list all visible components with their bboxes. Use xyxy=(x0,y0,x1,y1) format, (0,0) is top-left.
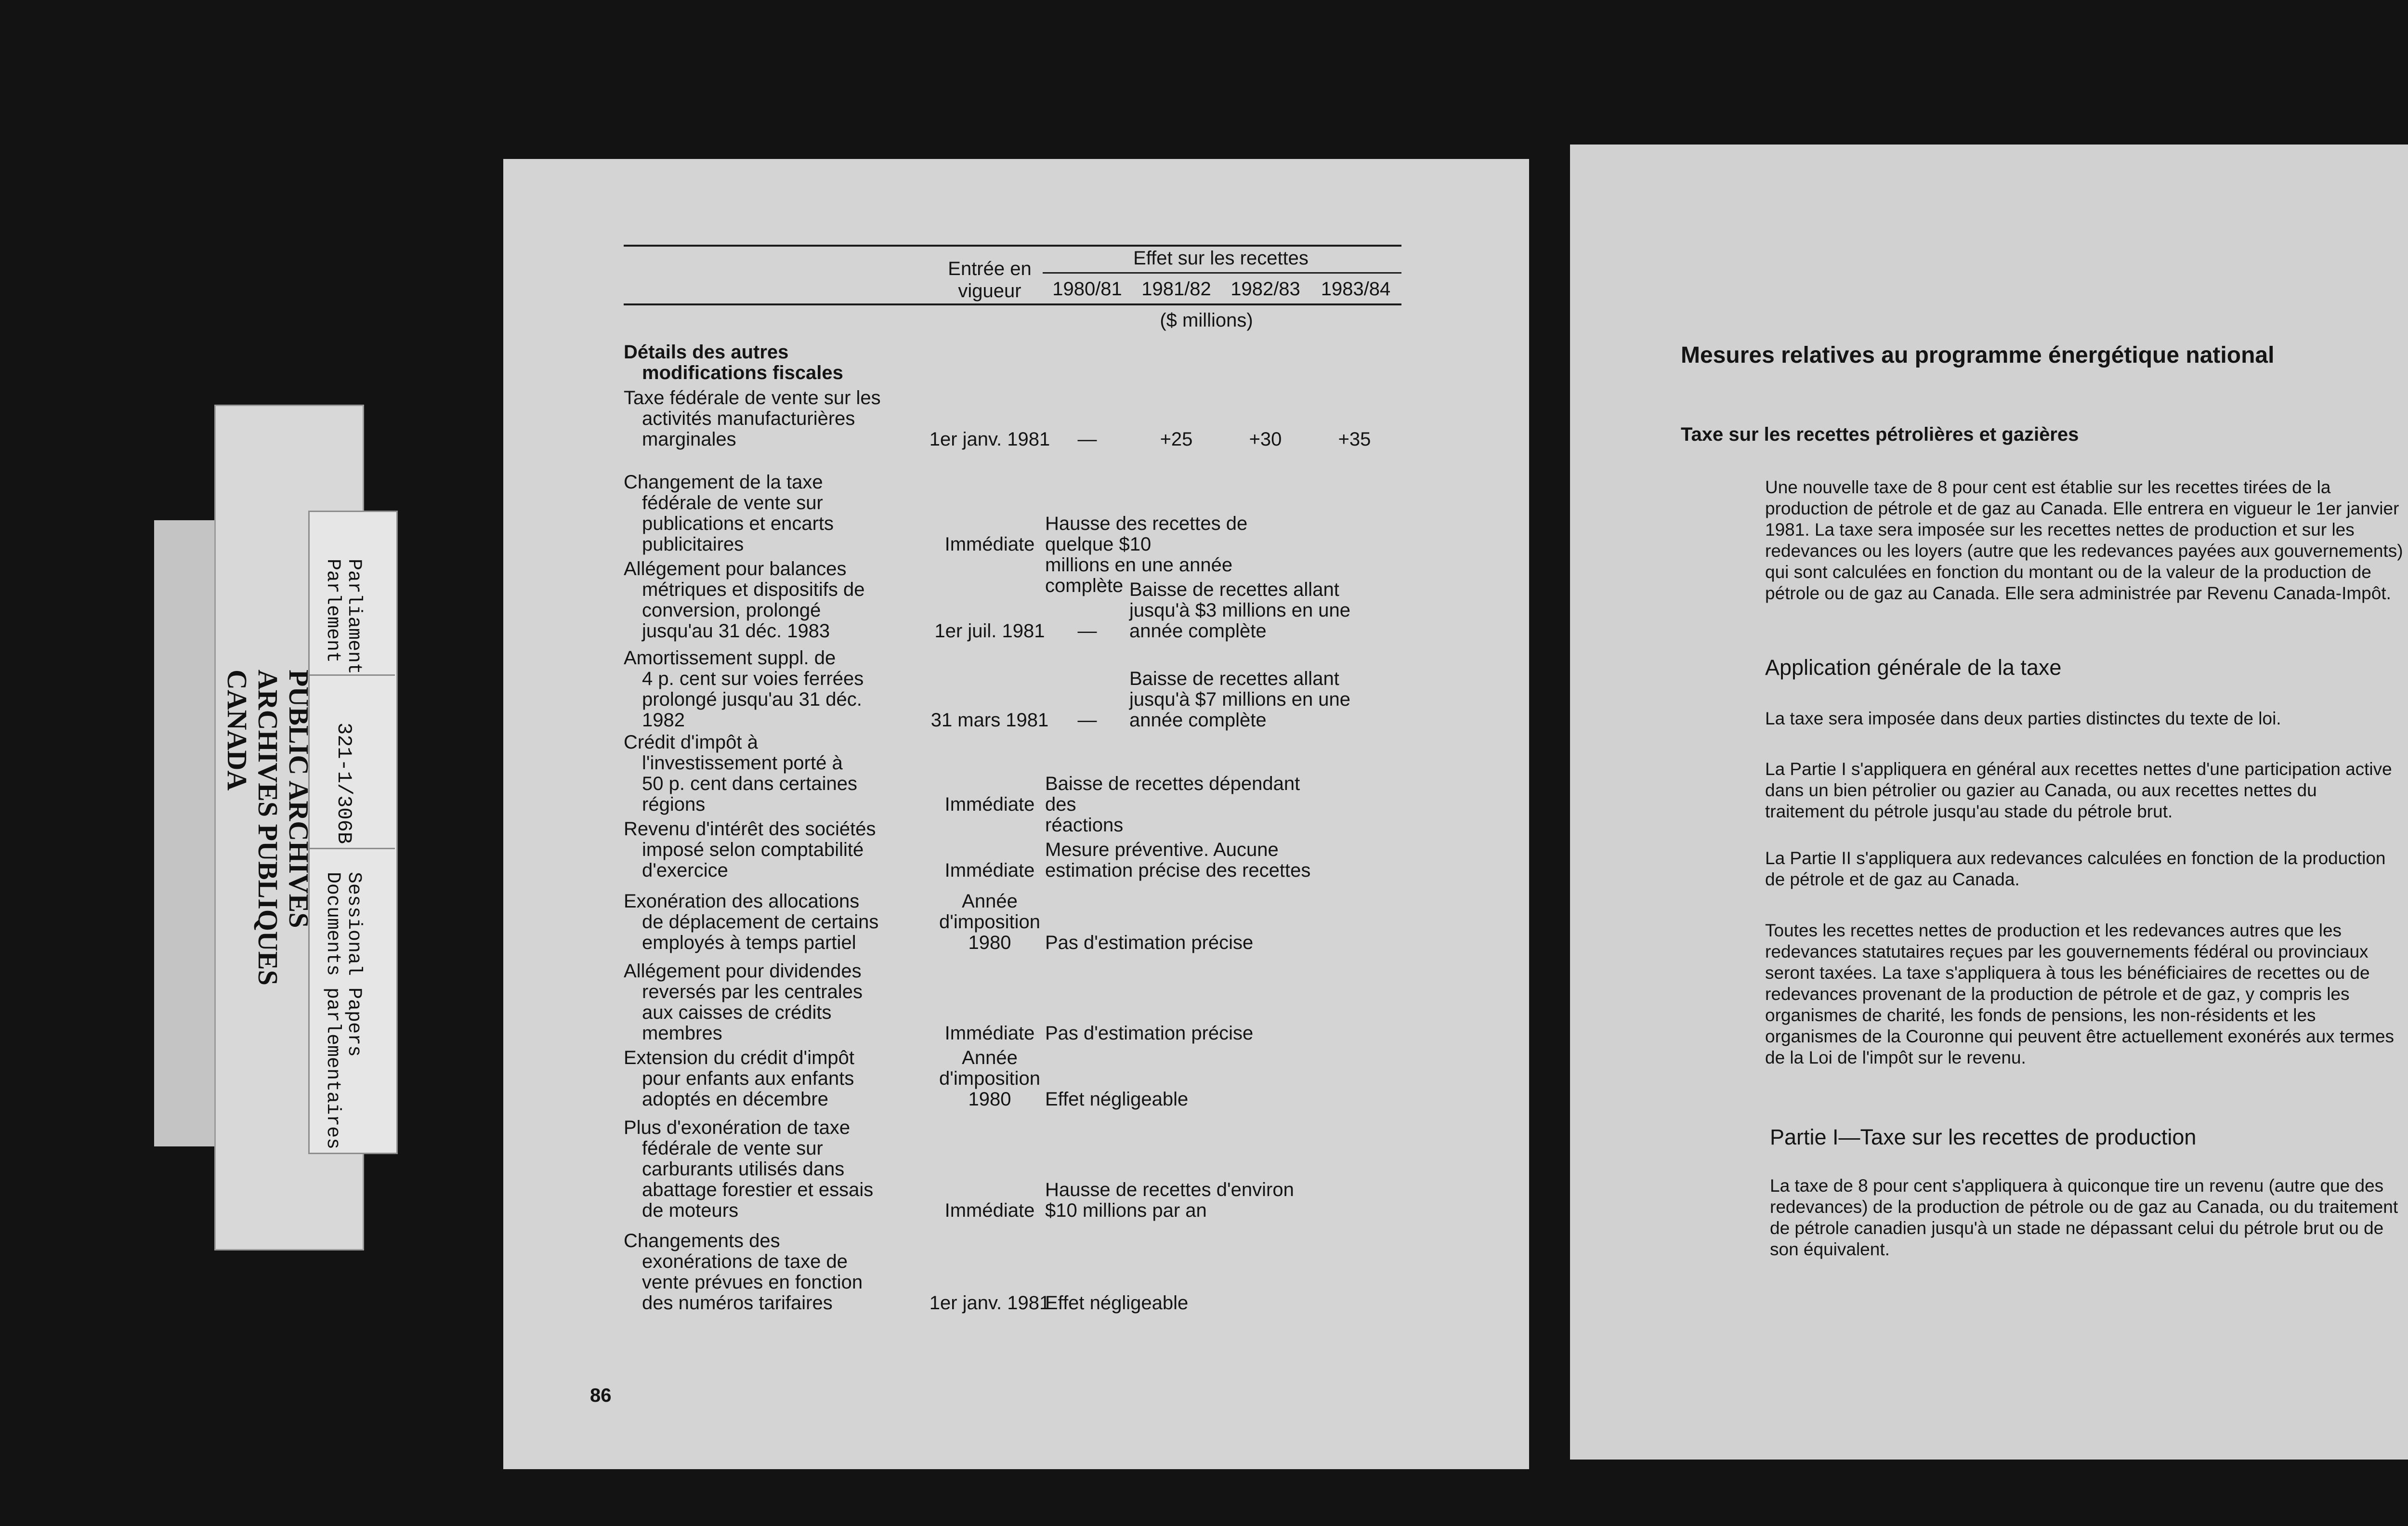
date-line: Immédiate xyxy=(944,1023,1035,1044)
row-label-line: Changement de la taxe xyxy=(624,472,823,493)
paragraph-line: La taxe sera imposée dans deux parties distinctes du texte de loi. xyxy=(1765,709,2281,728)
effect-value: +35 xyxy=(1338,429,1371,450)
paragraph-line: traitement du pétrole jusqu'au stade du pétrole brut. xyxy=(1765,802,2173,821)
effect-description xyxy=(1045,1180,1315,1221)
paragraph-line: redevances) de la production de pétrole ou de gaz au Canada, ou du traitement xyxy=(1770,1197,2398,1217)
row-label-line: membres xyxy=(642,1023,722,1044)
unit-label: ($ millions) xyxy=(1160,310,1253,331)
in-force-date xyxy=(917,429,1062,450)
row-label-line: employés à temps partiel xyxy=(642,932,856,953)
intro-paragraph xyxy=(1765,477,2408,604)
row-label-line: Allégement pour dividendes xyxy=(624,960,862,982)
series-line: Documents parlementaires xyxy=(322,872,343,1150)
effect-value: +25 xyxy=(1160,429,1193,450)
row-label-line: d'exercice xyxy=(642,860,728,881)
series-label xyxy=(322,872,364,1149)
effect-line: Mesure préventive. Aucune xyxy=(1045,839,1279,860)
effect-line: Pas d'estimation précise xyxy=(1045,1023,1254,1044)
header-line: vigueur xyxy=(958,280,1021,302)
date-line: 1er janv. 1981 xyxy=(929,1292,1050,1314)
date-line: 1980 xyxy=(968,1089,1011,1110)
row-label xyxy=(624,732,893,815)
paragraph xyxy=(1770,1175,2408,1260)
row-label xyxy=(624,559,893,642)
date-line: Immédiate xyxy=(944,534,1035,555)
row-label-line: 4 p. cent sur voies ferrées xyxy=(642,668,864,689)
page-title: Mesures relatives au programme énergétique national xyxy=(1681,342,2275,368)
row-label xyxy=(624,388,893,450)
in-force-date xyxy=(917,860,1062,881)
paragraph-line: de la Loi de l'impôt sur le revenu. xyxy=(1765,1048,2026,1067)
date-line: d'imposition xyxy=(939,911,1040,933)
col-in-force-header xyxy=(917,258,1062,302)
effect-line: Baisse de recettes allant xyxy=(1129,579,1339,600)
heading-general-application: Application générale de la taxe xyxy=(1765,655,2062,680)
row-label xyxy=(624,1048,893,1110)
date-line: d'imposition xyxy=(939,1068,1040,1089)
effect-line: estimation précise des recettes xyxy=(1045,860,1311,881)
row-label-line: Crédit d'impôt à xyxy=(624,732,758,753)
row-label-line: Allégement pour balances xyxy=(624,558,847,579)
row-label-line: des numéros tarifaires xyxy=(642,1292,833,1314)
paragraph xyxy=(1765,759,2408,822)
row-label xyxy=(624,819,893,881)
row-label-line: imposé selon comptabilité xyxy=(642,839,864,860)
effect-line: Effet négligeable xyxy=(1045,1089,1189,1110)
in-force-date xyxy=(917,891,1062,953)
section-subtitle: Taxe sur les recettes pétrolières et gazières xyxy=(1681,424,2079,445)
paragraph-line: organismes de charité, les fonds de pensions, les non-résidents et les xyxy=(1765,1005,2316,1025)
paragraph-line: dans un bien pétrolier ou gazier au Canada, ou aux recettes nettes du xyxy=(1765,780,2317,800)
date-line: Immédiate xyxy=(944,1200,1035,1221)
row-label-line: Changements des xyxy=(624,1230,780,1251)
archive-institution xyxy=(222,670,314,986)
row-label xyxy=(624,1231,893,1314)
paragraph-line: redevances ou les loyers (autre que les redevances payées aux gouvernements) xyxy=(1765,541,2403,561)
year-header: 1983/84 xyxy=(1321,278,1391,300)
collection-line: Parliament xyxy=(343,559,365,675)
paragraph-line: de pétrole et de gaz au Canada. xyxy=(1765,869,2020,889)
heading-part-one: Partie I—Taxe sur les recettes de production xyxy=(1770,1125,2197,1149)
label-divider xyxy=(308,848,395,849)
effect-value: — xyxy=(1077,429,1097,450)
date-line: Immédiate xyxy=(944,860,1035,881)
paragraph xyxy=(1765,920,2408,1068)
effect-line: réactions xyxy=(1045,815,1124,836)
row-label-line: Taxe fédérale de vente sur les xyxy=(624,387,881,408)
institution-line: ARCHIVES PUBLIQUES xyxy=(252,670,284,986)
paragraph-line: son équivalent. xyxy=(1770,1239,1890,1259)
paragraph-line: La taxe de 8 pour cent s'appliquera à quiconque tire un revenu (autre que des xyxy=(1770,1176,2384,1196)
collection-label xyxy=(322,559,364,674)
effect-description xyxy=(1045,1293,1315,1314)
row-label-line: 1982 xyxy=(642,710,685,731)
effect-line: année complète xyxy=(1129,710,1267,731)
row-label-line: de déplacement de certains xyxy=(642,911,879,933)
paragraph-line: Une nouvelle taxe de 8 pour cent est établie sur les recettes tirées de la xyxy=(1765,477,2331,497)
section-title-line: modifications fiscales xyxy=(642,362,843,383)
page-number: 86 xyxy=(590,1385,612,1406)
in-force-date xyxy=(917,1293,1062,1314)
row-label-line: publicitaires xyxy=(642,534,744,555)
effect-line: année complète xyxy=(1129,620,1267,642)
row-label xyxy=(624,472,893,555)
row-label xyxy=(624,1118,893,1221)
paragraph-line: Toutes les recettes nettes de production et les redevances autres que les xyxy=(1765,921,2342,940)
institution-line: PUBLIC ARCHIVES xyxy=(283,670,314,928)
paragraph-line: La Partie I s'appliquera en général aux recettes nettes d'une participation active xyxy=(1765,759,2392,779)
paragraph-line: 1981. La taxe sera imposée sur les recettes nettes de production et sur les xyxy=(1765,520,2355,539)
date-line: 1er janv. 1981 xyxy=(929,429,1050,450)
row-label-line: Plus d'exonération de taxe xyxy=(624,1117,851,1138)
effect-line: $10 millions par an xyxy=(1045,1200,1207,1221)
effect-description xyxy=(1045,774,1315,836)
row-label-line: fédérale de vente sur xyxy=(642,492,823,513)
in-force-date xyxy=(917,534,1062,555)
paragraph-line: production de pétrole et de gaz au Canada. Elle entrera en vigueur le 1er janvier xyxy=(1765,499,2399,518)
effect-line: Baisse de recettes allant xyxy=(1129,668,1339,689)
year-header: 1981/82 xyxy=(1141,278,1211,300)
effect-value: — xyxy=(1077,710,1097,731)
collection-line: Parlement xyxy=(322,559,343,663)
effect-line: Baisse de recettes dépendant des xyxy=(1045,773,1300,815)
paragraph xyxy=(1765,848,2408,890)
row-label-line: jusqu'au 31 déc. 1983 xyxy=(642,620,830,642)
row-label-line: conversion, prolongé xyxy=(642,600,821,621)
row-label-line: Extension du crédit d'impôt xyxy=(624,1047,855,1068)
row-label-line: adoptés en décembre xyxy=(642,1089,828,1110)
effect-description xyxy=(1129,579,1399,642)
year-header: 1980/81 xyxy=(1052,278,1122,300)
in-force-date xyxy=(917,794,1062,815)
row-label-line: prolongé jusqu'au 31 déc. xyxy=(642,689,862,710)
in-force-date xyxy=(917,1048,1062,1110)
date-line: Année xyxy=(962,1047,1018,1068)
row-label-line: abattage forestier et essais xyxy=(642,1179,874,1200)
date-line: 31 mars 1981 xyxy=(930,710,1049,731)
effect-header: Effet sur les recettes xyxy=(1133,248,1309,269)
paragraph-line: de pétrole canadien jusqu'à un stade ne dépassant celui du pétrole brut ou de xyxy=(1770,1218,2384,1238)
paragraph-line: La Partie II s'appliquera aux redevances calculées en fonction de la production xyxy=(1765,848,2386,868)
date-line: 1980 xyxy=(968,932,1011,953)
paragraph-line: redevances statutaires reçues par les gouvernements fédéral ou provinciaux xyxy=(1765,942,2369,961)
row-label xyxy=(624,961,893,1044)
row-label-line: métriques et dispositifs de xyxy=(642,579,865,600)
header-line: Entrée en xyxy=(948,258,1032,279)
paragraph xyxy=(1765,708,2408,729)
row-label-line: Exonération des allocations xyxy=(624,891,860,912)
effect-description xyxy=(1045,1089,1315,1110)
row-label-line: reversés par les centrales xyxy=(642,981,863,1002)
left-page xyxy=(503,159,1529,1469)
table-top-rule xyxy=(624,245,1401,247)
paragraph-line: organismes de la Couronne qui peuvent être actuellement exonérés aux termes xyxy=(1765,1026,2395,1046)
effect-value: — xyxy=(1077,620,1097,642)
institution-line: CANADA xyxy=(222,670,253,791)
section-title xyxy=(624,342,843,383)
row-label-line: publications et encarts xyxy=(642,513,834,534)
effect-line: jusqu'à $7 millions en une xyxy=(1129,689,1351,710)
in-force-date xyxy=(917,1023,1062,1044)
paragraph-line: qui sont calculées en fonction du montant ou de la valeur de la production de xyxy=(1765,562,2371,582)
row-label-line: activités manufacturières xyxy=(642,408,855,429)
row-label-line: de moteurs xyxy=(642,1200,739,1221)
row-label xyxy=(624,648,893,731)
section-title-line: Détails des autres xyxy=(624,342,789,363)
effect-description xyxy=(1045,933,1315,953)
date-line: Immédiate xyxy=(944,794,1035,815)
reference-number: 321-1/306B xyxy=(332,723,355,844)
row-label-line: vente prévues en fonction xyxy=(642,1272,863,1293)
row-label-line: fédérale de vente sur xyxy=(642,1138,823,1159)
row-label-line: carburants utilisés dans xyxy=(642,1158,845,1180)
effect-description xyxy=(1129,669,1399,731)
in-force-date xyxy=(917,621,1062,642)
in-force-date xyxy=(917,1200,1062,1221)
row-label-line: marginales xyxy=(642,429,736,450)
effect-description xyxy=(1045,1023,1315,1044)
row-label-line: Amortissement suppl. de xyxy=(624,647,836,669)
year-header: 1982/83 xyxy=(1230,278,1300,300)
row-label-line: l'investissement porté à xyxy=(642,752,843,774)
paragraph-line: redevances provenant de la production de pétrole et de gaz, y compris les xyxy=(1765,984,2350,1004)
effect-value: +30 xyxy=(1249,429,1282,450)
row-label xyxy=(624,891,893,953)
effect-line: Hausse de recettes d'environ xyxy=(1045,1179,1294,1200)
paragraph-line: seront taxées. La taxe s'appliquera à tous les bénéficiaires de recettes ou de xyxy=(1765,963,2370,983)
effect-line: Hausse des recettes de quelque $10 xyxy=(1045,513,1248,555)
row-label-line: régions xyxy=(642,794,706,815)
label-divider xyxy=(308,674,395,676)
row-label-line: 50 p. cent dans certaines xyxy=(642,773,857,794)
table-header-rule xyxy=(624,303,1401,305)
effect-description xyxy=(1045,840,1315,881)
date-line: Année xyxy=(962,891,1018,912)
row-label-line: exonérations de taxe de xyxy=(642,1251,848,1272)
in-force-date xyxy=(917,710,1062,731)
effect-line: jusqu'à $3 millions en une xyxy=(1129,600,1351,621)
row-label-line: pour enfants aux enfants xyxy=(642,1068,854,1089)
date-line: 1er juil. 1981 xyxy=(934,620,1045,642)
effect-line: Effet négligeable xyxy=(1045,1292,1189,1314)
series-line: Sessional Papers xyxy=(343,872,365,1057)
row-label-line: aux caisses de crédits xyxy=(642,1002,832,1023)
effect-header-rule xyxy=(1043,272,1401,274)
row-label-line: Revenu d'intérêt des sociétés xyxy=(624,818,876,840)
right-page xyxy=(1570,145,2408,1460)
paragraph-line: pétrole ou de gaz au Canada. Elle sera administrée par Revenu Canada-Impôt. xyxy=(1765,583,2391,603)
effect-line: millions en une année complète xyxy=(1045,554,1233,596)
effect-line: Pas d'estimation précise xyxy=(1045,932,1254,953)
